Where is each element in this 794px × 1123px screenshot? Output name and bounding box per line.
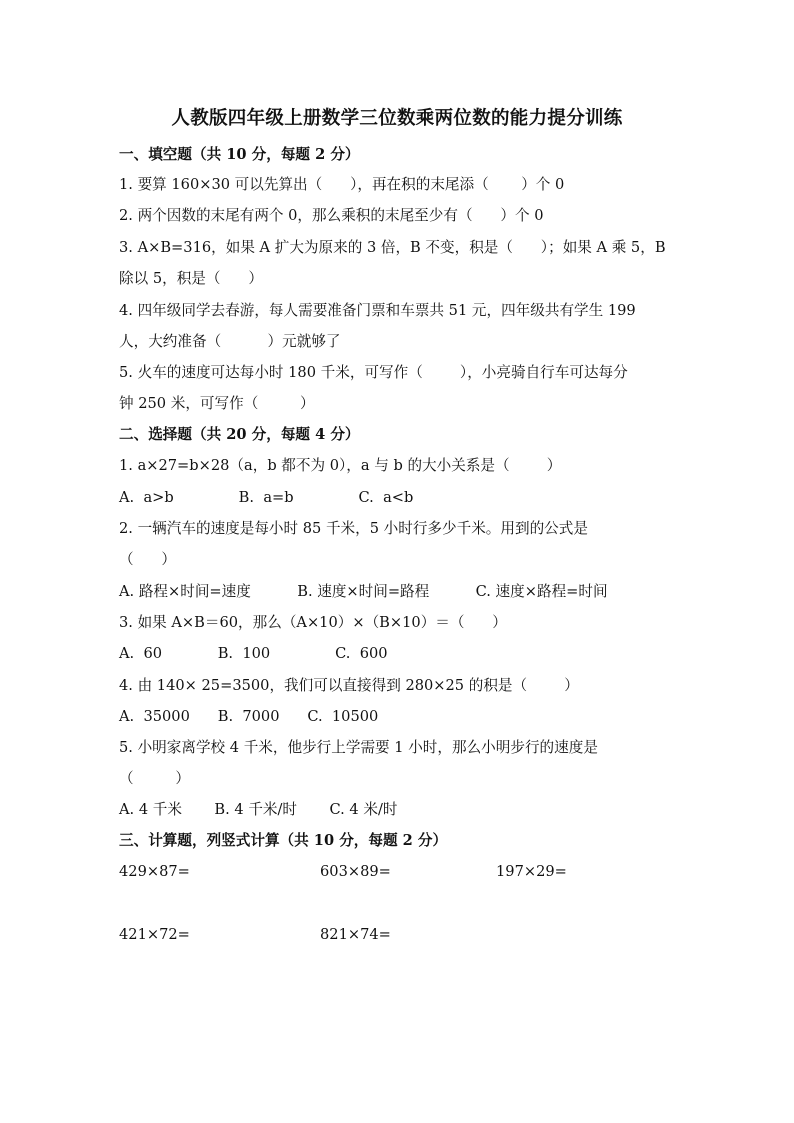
s1-line-2: 2. 两个因数的末尾有两个 0，那么乘积的末尾至少有（ ）个 0 [119, 207, 544, 224]
s1-line-5: 4. 四年级同学去春游，每人需要准备门票和车票共 51 元，四年级共有学生 199 [119, 302, 636, 319]
section2-heading: 二、选择题（共 20 分，每题 4 分） [119, 426, 360, 443]
s1-line-6: 人，大约准备（ ）元就够了 [119, 333, 341, 350]
s2-line-2: A. a>b B. a=b C. a<b [119, 489, 414, 506]
calc-item-3: 197×29= [496, 863, 567, 880]
s1-line-1: 1. 要算 160×30 可以先算出（ ），再在积的末尾添（ ）个 0 [119, 176, 565, 193]
s2-line-4: （ ） [119, 551, 177, 568]
s1-line-4: 除以 5，积是（ ） [119, 270, 263, 287]
s2-line-12: A. 4 千米 B. 4 千米/时 C. 4 米/时 [119, 801, 398, 818]
s2-line-7: A. 60 B. 100 C. 600 [119, 645, 388, 662]
s2-line-6: 3. 如果 A×B＝60，那么（A×10）×（B×10）＝（ ） [119, 614, 507, 631]
s2-line-8: 4. 由 140× 25=3500，我们可以直接得到 280×25 的积是（ ） [119, 677, 579, 694]
calc-item-5: 821×74= [320, 926, 391, 943]
section1-heading: 一、填空题（共 10 分，每题 2 分） [119, 146, 360, 163]
s1-line-8: 钟 250 米，可写作（ ） [119, 395, 315, 412]
s1-line-7: 5. 火车的速度可达每小时 180 千米，可写作（ ），小亮骑自行车可达每分 [119, 364, 628, 381]
calc-item-1: 429×87= [119, 863, 190, 880]
section3-heading: 三、计算题，列竖式计算（共 10 分，每题 2 分） [119, 832, 448, 849]
s1-line-3: 3. A×B=316，如果 A 扩大为原来的 3 倍，B 不变，积是（ ）；如果 A 乘 5，B [119, 239, 666, 256]
s2-line-11: （ ） [119, 770, 190, 787]
s2-line-10: 5. 小明家离学校 4 千米，他步行上学需要 1 小时，那么小明步行的速度是 [119, 739, 598, 756]
calc-item-2: 603×89= [320, 863, 391, 880]
calc-item-4: 421×72= [119, 926, 190, 943]
s2-line-3: 2. 一辆汽车的速度是每小时 85 千米，5 小时行多少千米。用到的公式是 [119, 520, 588, 537]
page-title: 人教版四年级上册数学三位数乘两位数的能力提分训练 [171, 108, 623, 129]
s2-line-9: A. 35000 B. 7000 C. 10500 [119, 708, 379, 725]
s2-line-5: A. 路程×时间=速度 B. 速度×时间=路程 C. 速度×路程=时间 [119, 583, 608, 600]
s2-line-1: 1. a×27=b×28（a，b 都不为 0），a 与 b 的大小关系是（ ） [119, 457, 562, 474]
